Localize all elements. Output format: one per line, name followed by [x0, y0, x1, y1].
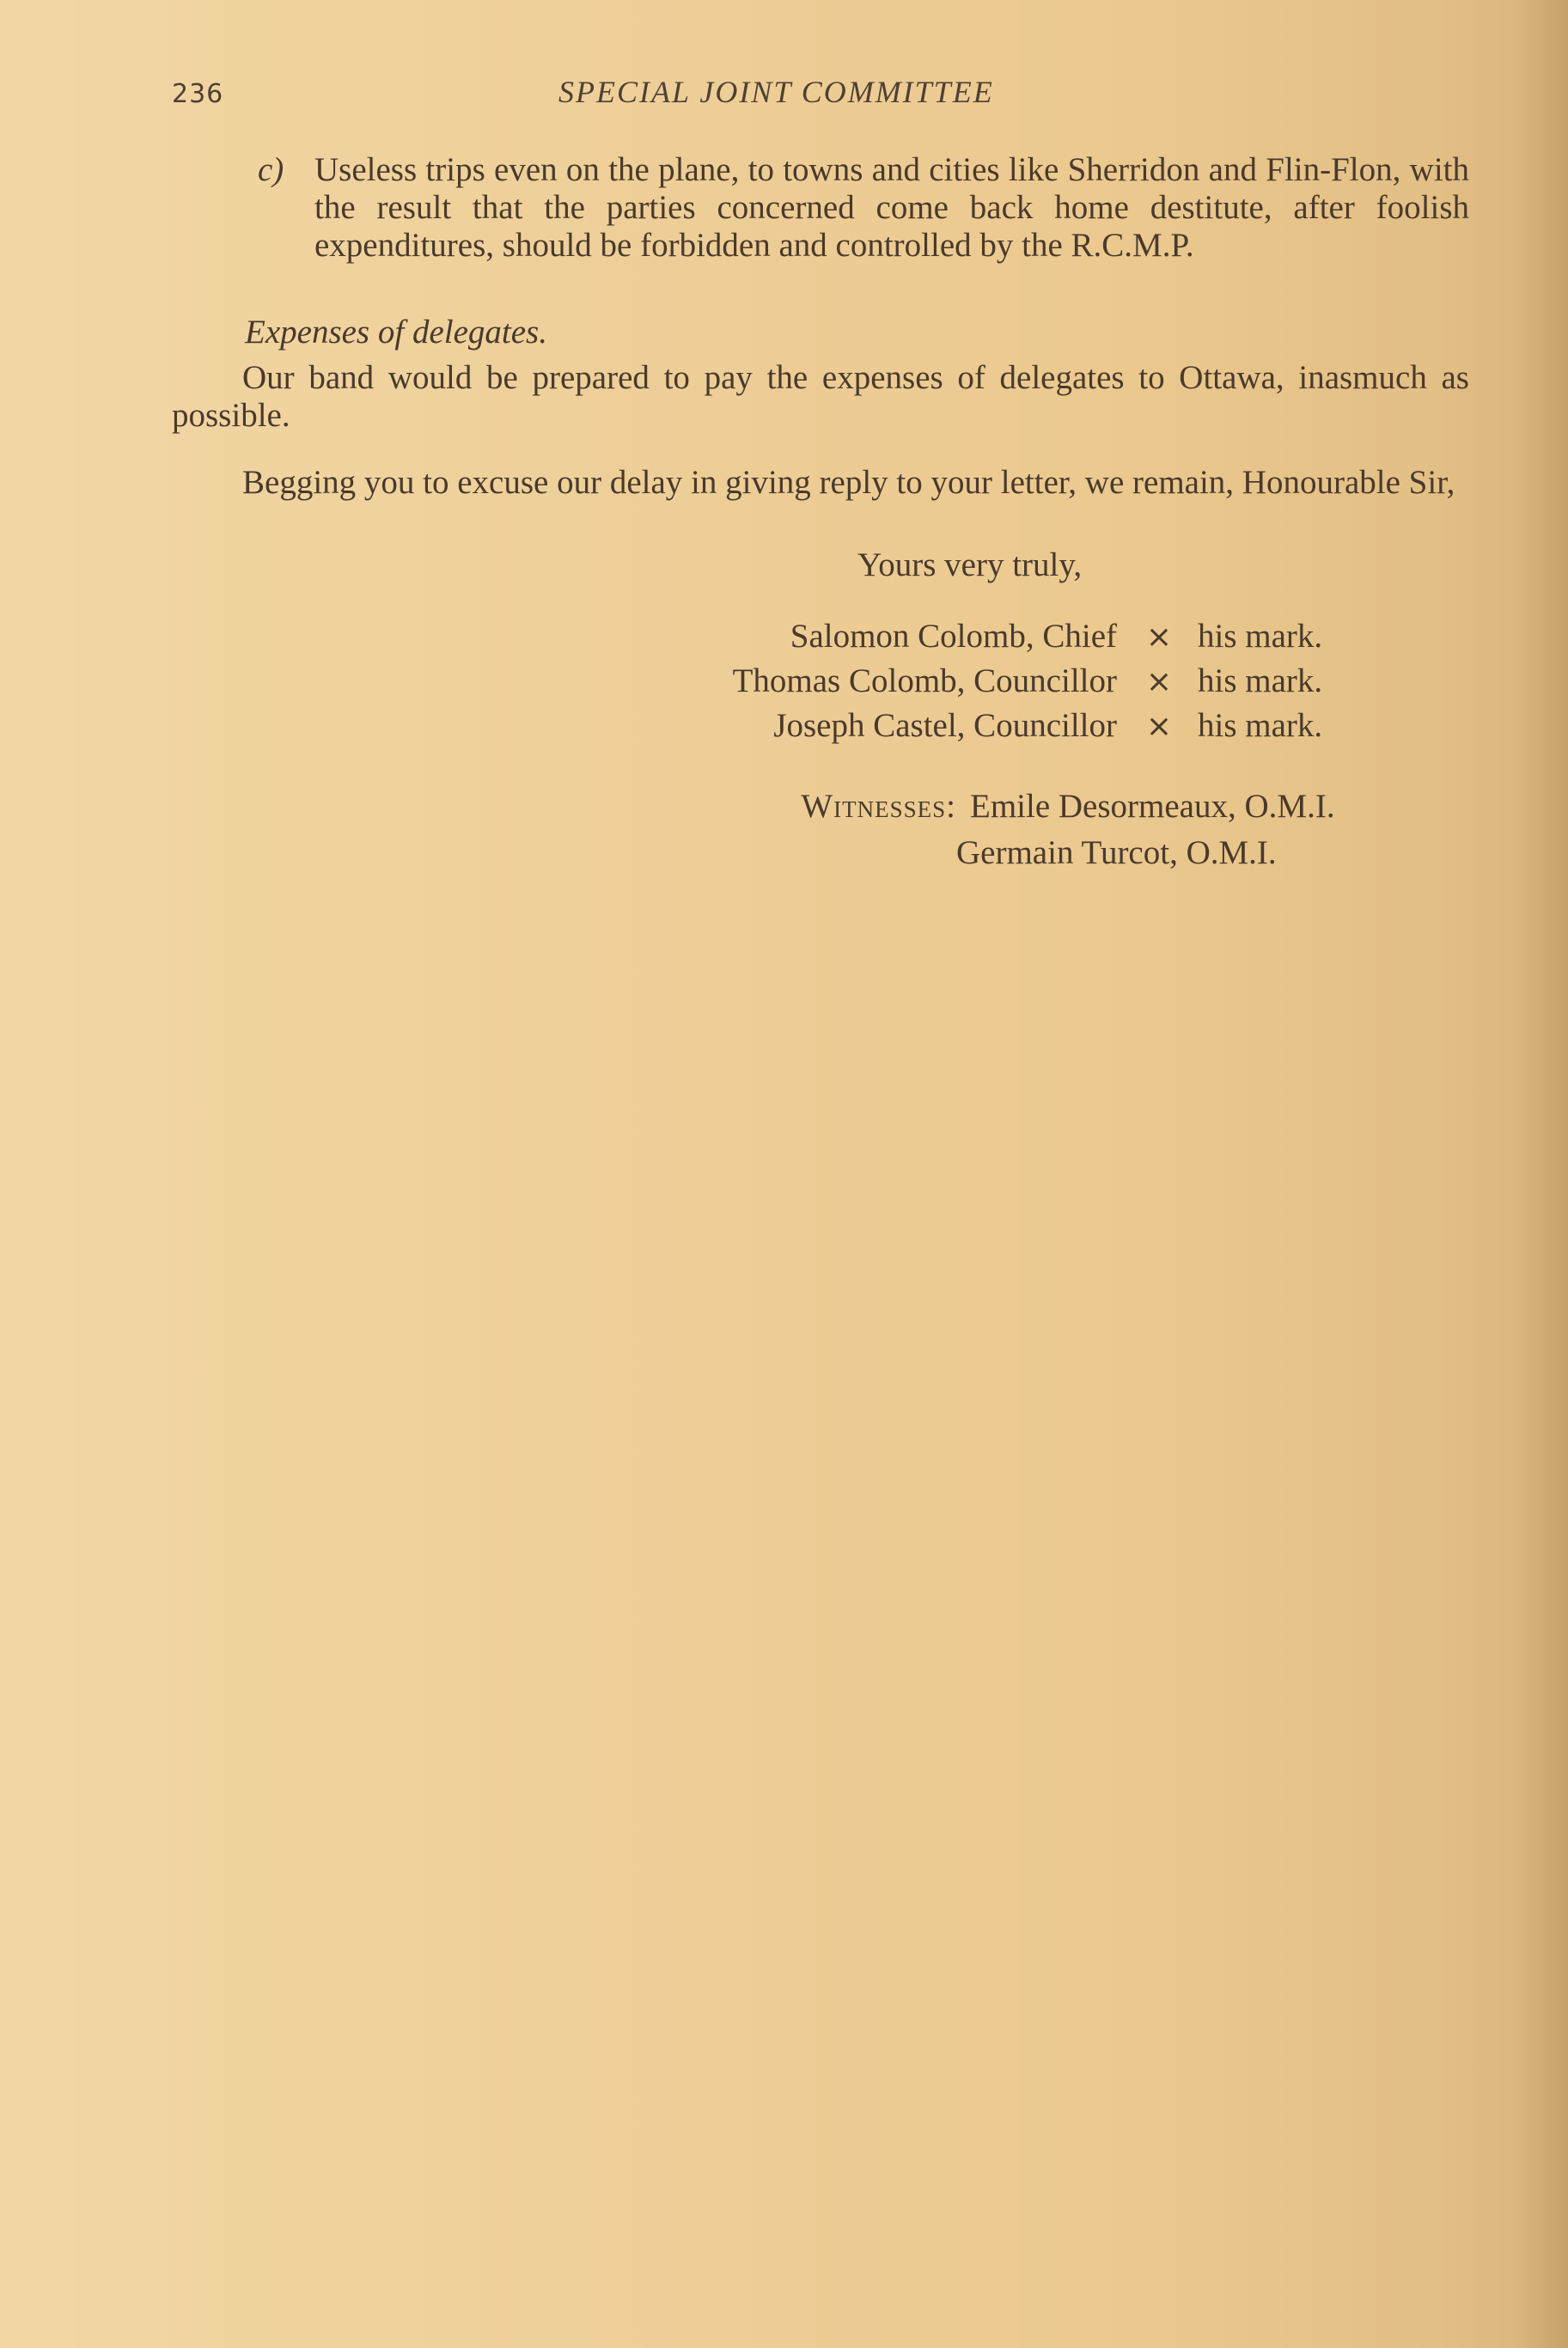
signature-block — [653, 617, 1426, 751]
mark-note: his mark. — [1198, 618, 1323, 655]
valediction: Yours very truly, — [857, 546, 1083, 583]
list-item-label: c) — [258, 151, 284, 188]
paragraph-expenses: Our band would be prepared to pay the expenses of delegates to Ottawa, inasmuch as possible. — [172, 359, 1469, 434]
signature-row — [653, 662, 1426, 706]
witnesses-label: Witnesses: — [801, 788, 956, 825]
cross-mark-icon: × — [1145, 709, 1173, 744]
page-edge-shadow — [1516, 0, 1568, 2348]
cross-mark-icon: × — [1145, 664, 1173, 699]
witness-row — [750, 787, 1335, 833]
witness-row — [750, 833, 1335, 880]
list-item-text: Useless trips even on the plane, to towns and cities like Sherridon and Flin-Flon, with the result that the parties concerned come back home destitute, after foolish expenditures, should be forbidden and controlled by the R.C.M.P. — [314, 151, 1469, 264]
list-item-c — [258, 151, 1469, 265]
witness-name: Emile Desormeaux, O.M.I. — [970, 788, 1335, 825]
page-number: 236 — [172, 79, 224, 109]
section-heading-expenses: Expenses of delegates. — [245, 314, 547, 351]
cross-mark-icon: × — [1145, 619, 1173, 655]
signature-row — [653, 706, 1426, 751]
running-head: SPECIAL JOINT COMMITTEE — [558, 75, 994, 109]
mark-note: his mark. — [1198, 707, 1323, 744]
witnesses-block — [750, 787, 1335, 880]
signatory-name: Thomas Colomb, Councillor — [732, 662, 1117, 699]
signatory-name: Salomon Colomb, Chief — [790, 618, 1117, 655]
signatory-name: Joseph Castel, Councillor — [773, 707, 1117, 744]
mark-note: his mark. — [1198, 662, 1323, 699]
signature-row — [653, 617, 1426, 662]
witness-name: Germain Turcot, O.M.I. — [956, 834, 1277, 871]
paragraph-closing: Begging you to excuse our delay in giving reply to your letter, we remain, Honourable Sir, — [242, 464, 1455, 501]
